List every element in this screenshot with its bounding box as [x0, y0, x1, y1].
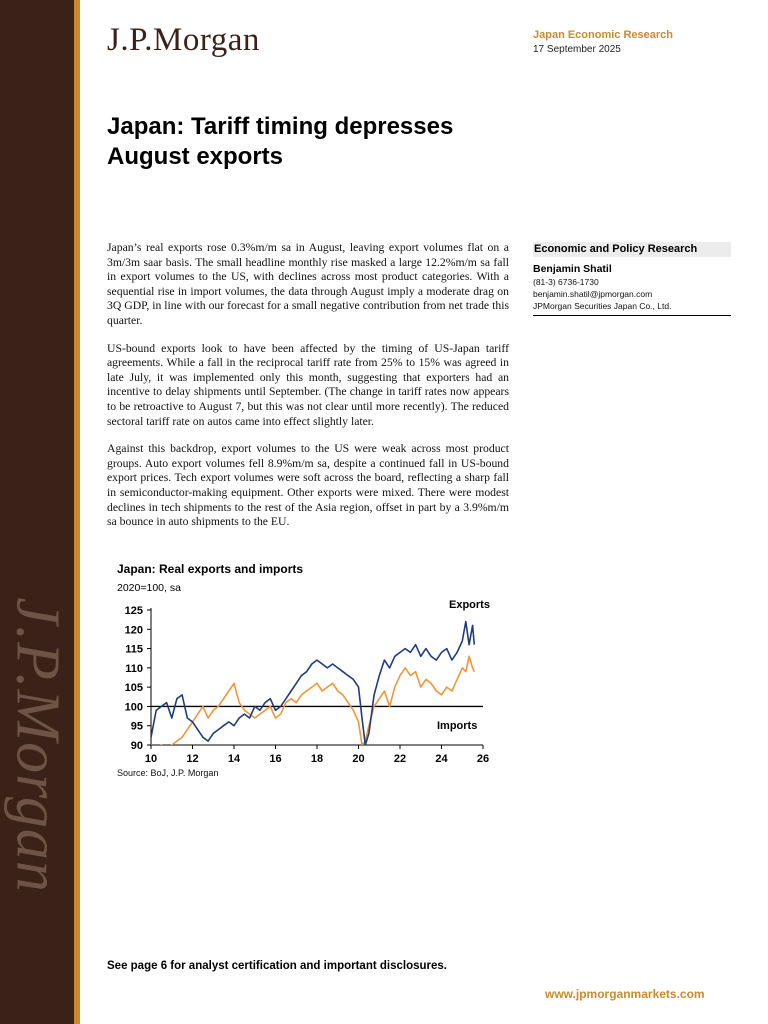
- y-tick-label: 95: [130, 720, 143, 733]
- website-link[interactable]: www.jpmorganmarkets.com: [545, 987, 705, 1001]
- x-tick-label: 14: [227, 753, 241, 765]
- paragraph-3: Against this backdrop, export volumes to the US were weak across most product groups. Auto export volumes fell 8.9%m/m sa, despite a continued fall in US-bound export prices. Tech export volumes were soft across the board, reflecting a sharp fall in semiconductor-making equipment. Other exports were mixed. There were modest declines in tech shipments to the rest of the Asia region, offset in part by a 3.9%m/m sa bounce in auto shipments to the EU.: [107, 442, 509, 529]
- chart-source: Source: BoJ, J.P. Morgan: [117, 768, 219, 778]
- author-company: JPMorgan Securities Japan Co., Ltd.: [533, 301, 672, 311]
- series-label-imports: Imports: [437, 720, 478, 732]
- series-line-imports: [151, 656, 474, 749]
- paragraph-2: US-bound exports look to have been affected by the timing of US-Japan tariff agreements. While a fall in the reciprocal tariff rate from 25% to 15% was agreed in late July, it was implemented only this month, suggesting that exporters had an incentive to delay shipments until September. (The change in tariff rates now appears to be retroactive to August 7, but this was not clear until more recently). The reduced sectoral tariff rate on autos came into effect slightly later.: [107, 341, 509, 428]
- chart-subtitle: 2020=100, sa: [117, 582, 181, 594]
- chart-title: Japan: Real exports and imports: [117, 562, 304, 576]
- y-tick-label: 105: [124, 682, 143, 695]
- x-tick-label: 12: [186, 753, 199, 765]
- jpmorgan-logo: J.P.Morgan: [107, 22, 260, 58]
- y-tick-label: 125: [124, 605, 143, 617]
- x-tick-label: 22: [393, 753, 407, 765]
- x-tick-label: 10: [144, 753, 158, 765]
- author-phone: (81-3) 6736-1730: [533, 277, 599, 287]
- x-tick-label: 16: [269, 753, 282, 765]
- y-tick-label: 100: [124, 701, 143, 714]
- author-name: Benjamin Shatil: [533, 263, 612, 275]
- y-tick-label: 110: [125, 662, 143, 675]
- disclosure-note: See page 6 for analyst certification and important disclosures.: [107, 960, 447, 972]
- x-tick-label: 24: [435, 753, 448, 765]
- x-tick-label: 26: [476, 753, 490, 765]
- paragraph-1: Japan’s real exports rose 0.3%m/m sa in August, leaving export volumes flat on a 3m/3m saar basis. The small headline monthly rise masked a large 12.2%m/m sa fall in export volumes to the US, with declines across most product categories. With a sequential rise in import volumes, the data through August imply a moderate drag on 3Q GDP, in line with our forecast for a small negative contribution from net trade this quarter.: [107, 241, 509, 327]
- series-label-exports: Exports: [449, 599, 490, 611]
- plot-area: [151, 622, 483, 749]
- author-box: [533, 242, 731, 316]
- watermark-text: J.P.Morgan: [3, 597, 72, 893]
- series-line-exports: [151, 622, 474, 745]
- side-stripe: [74, 0, 80, 1024]
- y-axis: [125, 605, 151, 752]
- y-tick-label: 115: [125, 643, 143, 656]
- publication-date: 17 September 2025: [533, 44, 621, 55]
- exports-imports-chart: [110, 596, 500, 768]
- x-tick-label: 18: [310, 753, 324, 765]
- title-line-1: Japan: Tariff timing depresses: [107, 113, 454, 140]
- page-title: [107, 112, 507, 172]
- body-text: [107, 241, 509, 543]
- author-divider: [533, 315, 731, 316]
- y-tick-label: 90: [130, 740, 143, 752]
- y-tick-label: 120: [124, 624, 143, 637]
- author-email[interactable]: benjamin.shatil@jpmorgan.com: [533, 289, 653, 299]
- author-section: Economic and Policy Research: [533, 242, 731, 257]
- series-name: Japan Economic Research: [533, 29, 674, 41]
- x-tick-label: 20: [352, 753, 365, 765]
- title-line-2: August exports: [107, 143, 284, 170]
- x-axis: [145, 745, 489, 765]
